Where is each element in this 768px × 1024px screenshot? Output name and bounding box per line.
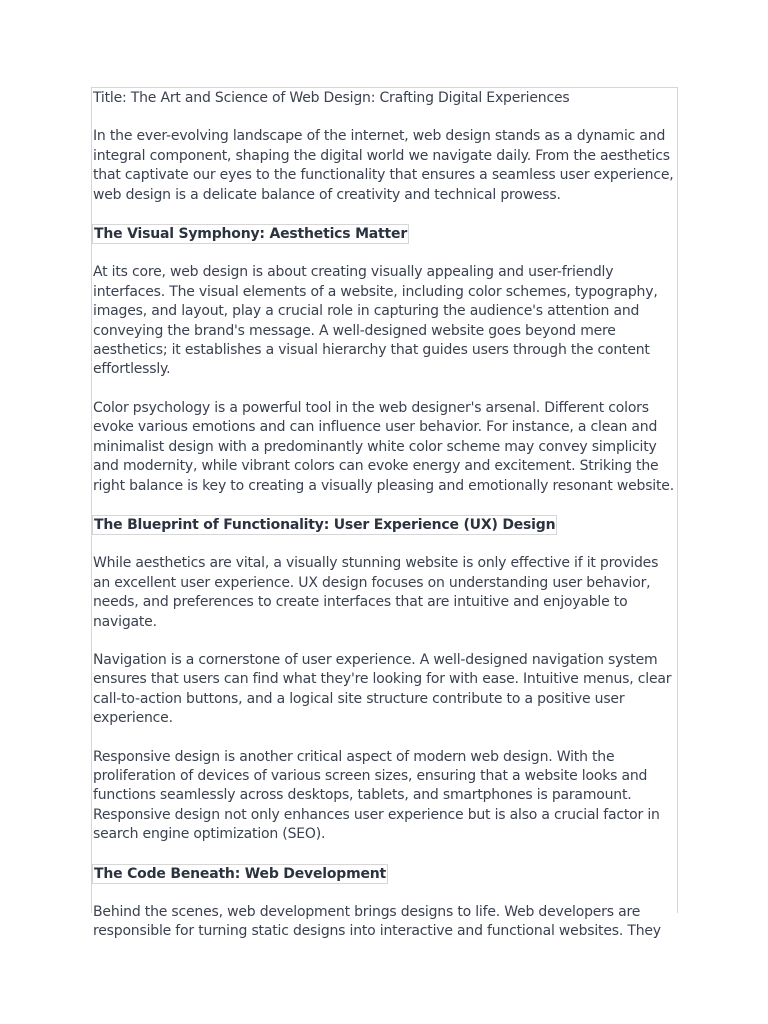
paragraph: Color psychology is a powerful tool in the web designer's arsenal. Different colors evoke various emotions and can influence user behavior. For instance, a clean and minimalist design with a predominantly white color scheme may convey simplicity and modernity, while vibrant colors can evoke energy and excitement. Striking the right balance is key to creating a visually pleasing and emotionally resonant website. <box>93 399 674 494</box>
paragraph: Navigation is a cornerstone of user experience. A well-designed navigation system ensures that users can find what they're looking for with ease. Intuitive menus, clear call-to-action buttons, and a logical site structure contribute to a positive user experience. <box>93 651 672 727</box>
section-heading-ux-design: The Blueprint of Functionality: User Experience (UX) Design <box>94 516 556 533</box>
document-body <box>92 88 677 942</box>
section-heading-web-development: The Code Beneath: Web Development <box>94 865 387 882</box>
paragraph: While aesthetics are vital, a visually stunning website is only effective if it provides an excellent user experience. UX design focuses on understanding user behavior, needs, and preferences to create interfaces that are intuitive and enjoyable to navigate. <box>93 555 659 630</box>
section-heading-aesthetics: The Visual Symphony: Aesthetics Matter <box>94 226 408 243</box>
section-heading-row <box>93 224 677 244</box>
document-title: Title: The Art and Science of Web Design: Crafting Digital Experiences <box>93 90 570 106</box>
intro-paragraph: In the ever-evolving landscape of the internet, web design stands as a dynamic and integral component, shaping the digital world we navigate daily. From the aesthetics that captivate our eyes to the functionality that ensures a seamless user experience, web design is a delicate balance of creativity and technical prowess. <box>93 128 674 203</box>
document-page <box>91 87 678 940</box>
section-heading-row <box>93 864 677 884</box>
paragraph: Responsive design is another critical aspect of modern web design. With the proliferation of devices of various screen sizes, ensuring that a website looks and functions seamlessly across desktops, tablets, and smartphones is paramount. Responsive design not only enhances user experience but is also a crucial factor in search engine optimization (SEO). <box>93 748 660 843</box>
section-heading-row <box>93 515 677 535</box>
paragraph: Behind the scenes, web development brings designs to life. Web developers are responsible for turning static designs into interactive and functional websites. They <box>93 904 661 940</box>
paragraph: At its core, web design is about creating visually appealing and user-friendly interfaces. The visual elements of a website, including color schemes, typography, images, and layout, play a crucial role in capturing the audience's attention and conveying the brand's message. A well-designed website goes beyond mere aesthetics; it establishes a visual hierarchy that guides users through the content effortlessly. <box>93 264 658 378</box>
